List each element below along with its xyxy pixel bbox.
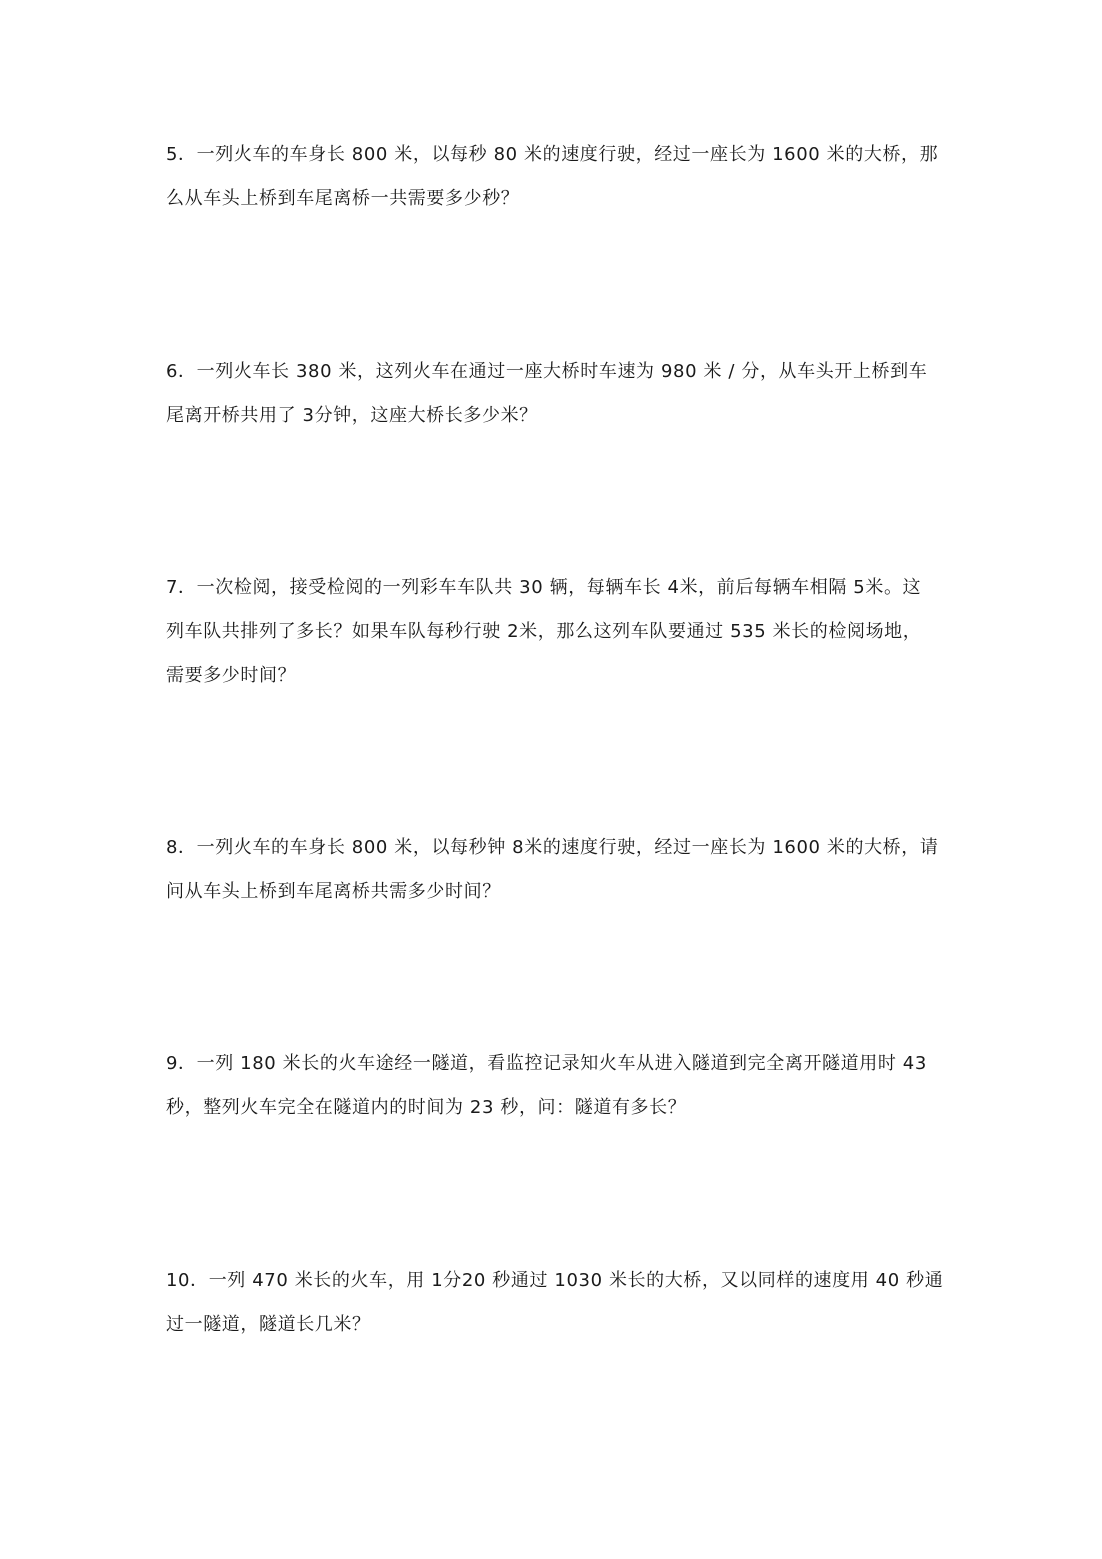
problem-line: 需要多少时间？ xyxy=(166,665,297,686)
problem-5 xyxy=(166,145,944,209)
problem-line: 10．一列 470 米长的火车，用 1分20 秒通过 1030 米长的大桥，又以同样的速度用 40 秒通 xyxy=(166,1270,944,1291)
problem-line: 5．一列火车的车身长 800 米，以每秒 80 米的速度行驶，经过一座长为 1600 米的大桥，那 xyxy=(166,144,939,165)
problem-10 xyxy=(166,1271,944,1335)
problem-line: 秒，整列火车完全在隧道内的时间为 23 秒，问：隧道有多长？ xyxy=(166,1097,687,1118)
problem-line: 尾离开桥共用了 3分钟，这座大桥长多少米？ xyxy=(166,405,538,426)
problem-6 xyxy=(166,362,944,426)
problem-8 xyxy=(166,838,944,902)
problem-line: 9．一列 180 米长的火车途经一隧道，看监控记录知火车从进入隧道到完全离开隧道用时 43 xyxy=(166,1053,927,1074)
problem-line: 么从车头上桥到车尾离桥一共需要多少秒？ xyxy=(166,188,520,209)
problem-line: 7．一次检阅，接受检阅的一列彩车车队共 30 辆，每辆车长 4米，前后每辆车相隔 5米。这 xyxy=(166,577,922,598)
problem-line: 列车队共排列了多长？如果车队每秒行驶 2米，那么这列车队要通过 535 米长的检阅场地， xyxy=(166,621,922,642)
problem-line: 6．一列火车长 380 米，这列火车在通过一座大桥时车速为 980 米 / 分，从车头开上桥到车 xyxy=(166,361,928,382)
problem-line: 问从车头上桥到车尾离桥共需多少时间？ xyxy=(166,881,501,902)
problem-9 xyxy=(166,1054,944,1118)
problem-line: 过一隧道，隧道长几米？ xyxy=(166,1314,371,1335)
problem-line: 8．一列火车的车身长 800 米，以每秒钟 8米的速度行驶，经过一座长为 1600 米的大桥，请 xyxy=(166,837,939,858)
problem-7 xyxy=(166,578,944,686)
